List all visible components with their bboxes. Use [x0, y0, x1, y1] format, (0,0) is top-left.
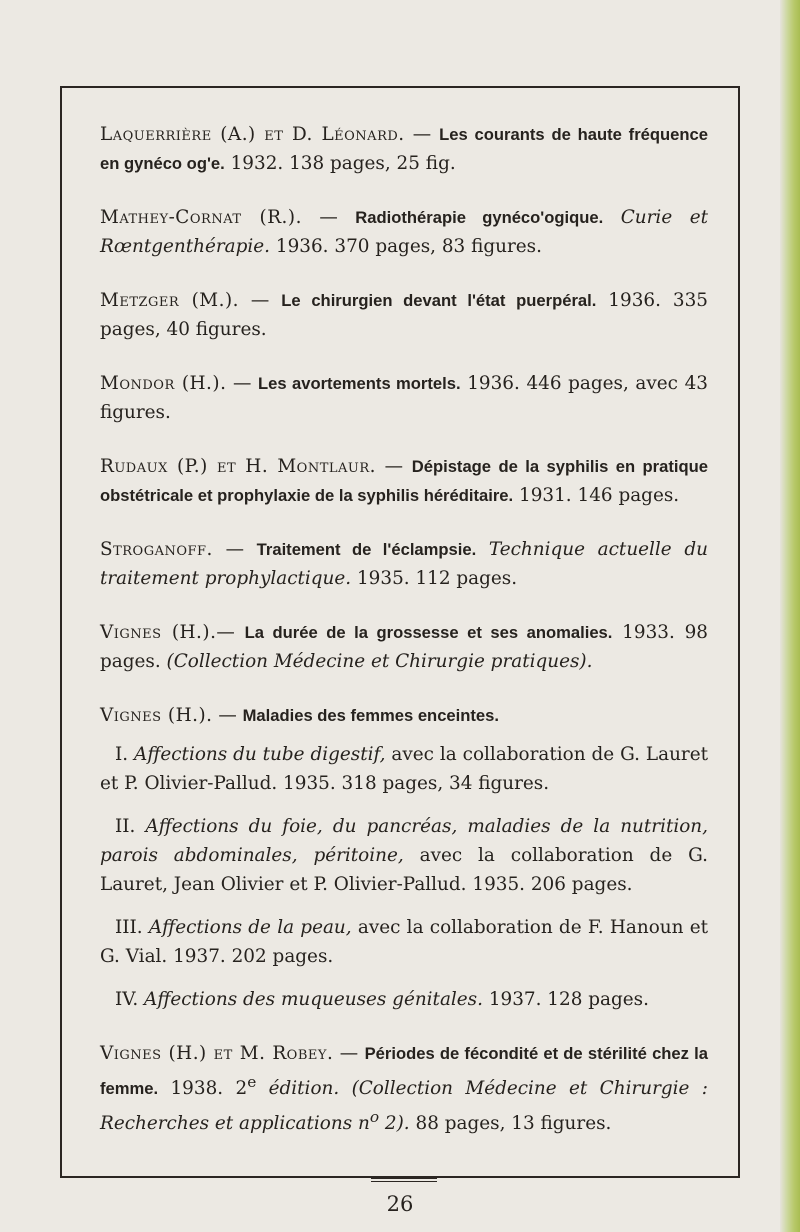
volume-number: II.	[115, 816, 136, 837]
volume-title: Affections des muqueuses génitales.	[138, 989, 483, 1010]
bibliography-entry	[100, 286, 708, 344]
entry-author: Metzger (M.).	[100, 290, 239, 311]
entry-details: 1933. 98 pages.	[100, 622, 708, 672]
entry-dash: —	[212, 705, 243, 726]
entry-series: Technique actuelle du traitement prophylactique.	[100, 539, 708, 589]
entry-dash: —	[376, 456, 412, 477]
edition-superscript: e	[247, 1073, 257, 1091]
volume-number: I.	[115, 744, 129, 765]
bibliography-entry	[100, 452, 708, 510]
bibliography-entry	[100, 203, 708, 261]
number-superscript: o	[369, 1108, 380, 1127]
entry-author: Mondor (H.).	[100, 373, 227, 394]
bibliography-entry	[100, 535, 708, 593]
entry-details: 1935. 112 pages.	[351, 568, 518, 589]
entry-author: Mathey-Cornat (R.).	[100, 207, 302, 228]
entry-title: Traitement de l'éclampsie.	[256, 540, 477, 559]
volume-title: Affections de la peau,	[142, 917, 352, 938]
entry-details: 1932. 138 pages, 25 fig.	[224, 153, 456, 174]
entry-author: Vignes (H.).	[100, 622, 217, 643]
page-edge-stain	[780, 0, 800, 1232]
entry-series: (Collection Médecine et Chirurgie pratiques).	[160, 651, 593, 672]
entry-author: Vignes (H.).	[100, 705, 213, 726]
bibliography-entry	[100, 1039, 708, 1138]
volume-details: avec la collaboration de G. Lauret et P. Olivier-Pallud. 1935. 318 pages, 34 figures.	[100, 744, 708, 794]
bibliography-list	[100, 120, 708, 1182]
bibliography-entry-multipart	[100, 701, 708, 730]
entry-title: Les courants de haute fréquence en gynéco og'e.	[100, 125, 708, 173]
volume-number: IV.	[115, 989, 139, 1010]
entry-title: La durée de la grossesse et ses anomalies.	[244, 623, 613, 642]
entry-series: édition. (Collection Médecine et Chirurgie : Recherches et applications n	[100, 1078, 708, 1135]
entry-details: 1931. 146 pages.	[513, 485, 680, 506]
entry-dash: —	[404, 124, 440, 145]
entry-author: Rudaux (P.) et H. Montlaur.	[100, 456, 377, 477]
entry-details: 1938. 2	[158, 1078, 248, 1100]
entry-details: 88 pages, 13 figures.	[409, 1113, 612, 1135]
entry-title: Le chirurgien devant l'état puerpéral.	[281, 291, 597, 310]
entry-author: Stroganoff.	[100, 539, 213, 560]
entry-dash: —	[239, 290, 282, 311]
volume-title: Affections du foie, du pancréas, maladies de la nutrition, parois abdominales, péritoine,	[100, 816, 708, 866]
volume-number: III.	[115, 917, 143, 938]
page-number: 26	[386, 1192, 414, 1216]
entry-title: Radiothérapie gynéco'ogique.	[355, 208, 604, 227]
entry-author: Laquerrière (A.) et D. Léonard.	[100, 124, 405, 145]
volume-details: avec la collaboration de G. Lauret, Jean Olivier et P. Olivier-Pallud. 1935. 206 pages.	[100, 845, 708, 895]
entry-details: 1936. 370 pages, 83 figures.	[270, 236, 542, 257]
volume-entry	[100, 740, 708, 798]
entry-author: Vignes (H.) et M. Robey.	[100, 1043, 334, 1064]
entry-dash: —	[216, 622, 245, 643]
section-separator	[371, 1178, 437, 1182]
volume-title: Affections du tube digestif,	[128, 744, 386, 765]
entry-dash: —	[301, 207, 356, 228]
entry-details: 1936. 335 pages, 40 figures.	[100, 290, 708, 340]
entry-title: Les avortements mortels.	[258, 374, 461, 393]
entry-dash: —	[226, 373, 259, 394]
bibliography-entry	[100, 120, 708, 178]
bibliography-entry	[100, 618, 708, 676]
volume-entry	[100, 985, 708, 1014]
entry-series-end: 2).	[379, 1113, 410, 1135]
bibliography-entry	[100, 369, 708, 427]
entry-title: Périodes de fécondité et de stérilité chez la femme.	[100, 1044, 708, 1099]
volume-details: avec la collaboration de F. Hanoun et G. Vial. 1937. 202 pages.	[100, 917, 708, 967]
entry-dash: —	[212, 539, 257, 560]
entry-title: Maladies des femmes enceintes.	[242, 706, 499, 725]
entry-series: Curie et Rœntgenthérapie.	[100, 207, 708, 257]
volume-entry	[100, 913, 708, 971]
volume-entry	[100, 812, 708, 899]
volume-details: 1937. 128 pages.	[482, 989, 649, 1010]
entry-title: Dépistage de la syphilis en pratique obstétricale et prophylaxie de la syphilis héréditaire.	[100, 457, 708, 505]
entry-dash: —	[333, 1043, 365, 1064]
entry-details: 1936. 446 pages, avec 43 figures.	[100, 373, 708, 423]
